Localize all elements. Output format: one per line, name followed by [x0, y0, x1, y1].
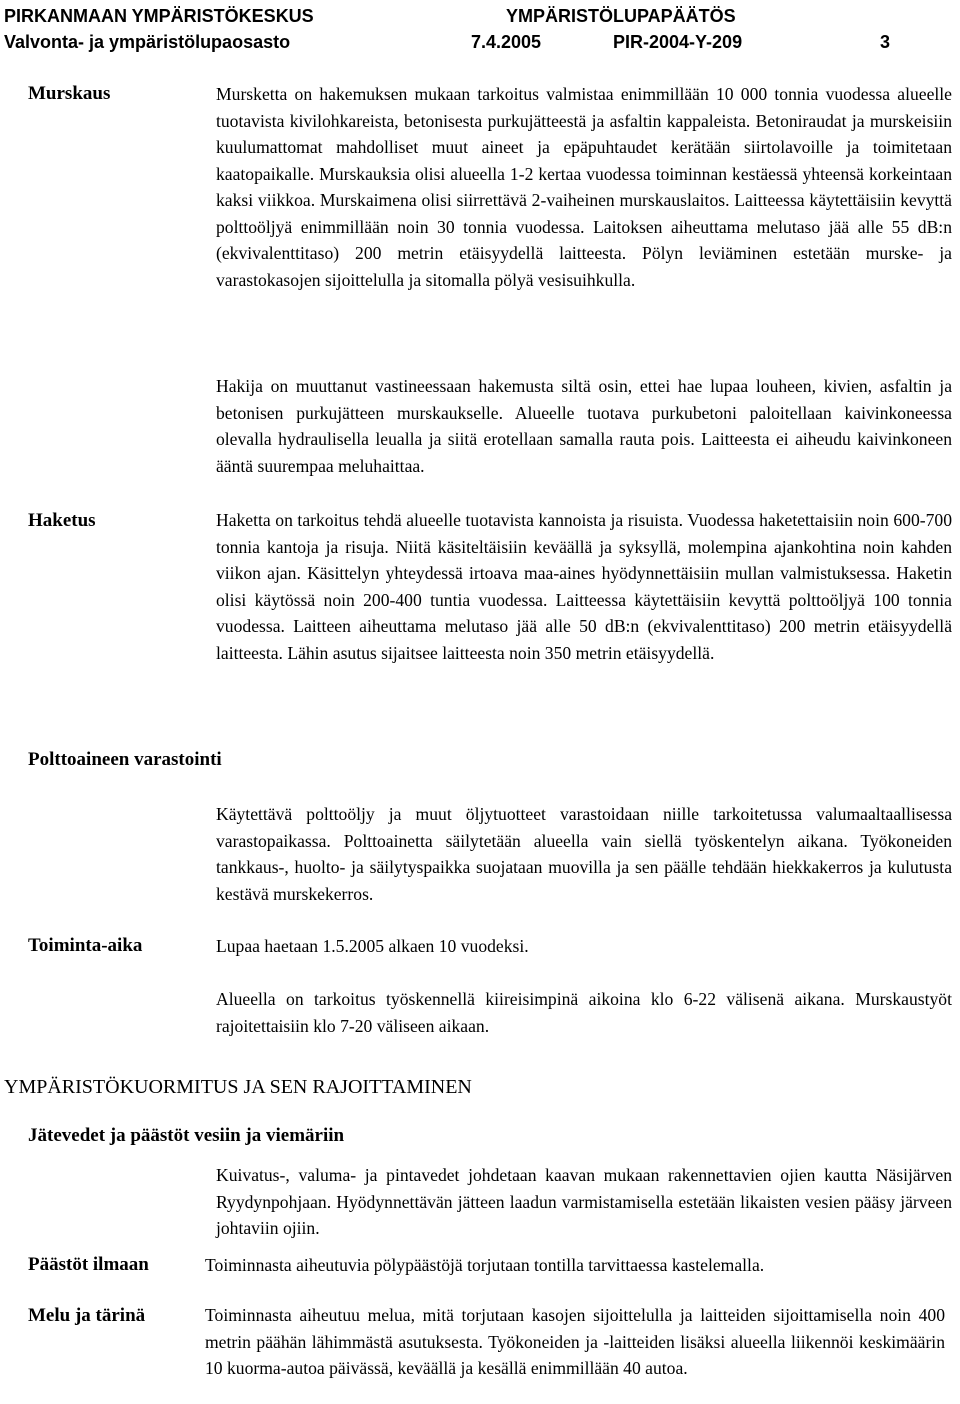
toiminta-aika-paragraph-1: Lupaa haetaan 1.5.2005 alkaen 10 vuodeksi. — [216, 936, 529, 956]
section-label-jatevedet: Jätevedet ja päästöt vesiin ja viemäriin — [28, 1125, 345, 1146]
murskaus-paragraph-1: Mursketta on hakemuksen mukaan tarkoitus valmistaa enimmillään 10 000 tonnia vuodessa alueelle tuotavista kivilohkareista, betonisesta purkujätteestä ja asfaltin kappaleista. Betoniraudat ja murskeisiin kuulumattomat mahdolliset muut aineet ja epäpuhtaudet kerätään siirtolavoille ja toimitetaan kaatopaikalle. Murskauksia olisi alueella 1-2 kertaa vuodessa toiminnan kestäessä yhteensä korkeintaan kaksi viikkoa. Murskaimena olisi siirrettävä 2-vaiheinen murskauslaitos. Laitteessa käytettäisiin kevyttä polttoöljyä enimmillään noin 30 tonnia vuodessa. Laitoksen aiheuttama melutaso jää alle 55 dB:n (ekvivalenttitaso) 200 metrin etäisyydellä laitteesta. Pölyn leviäminen estetään murske- ja varastokasojen sijoittelulla ja sitomalla pölyä vesisuihkulla. — [216, 84, 952, 290]
header-doc-type: YMPÄRISTÖLUPAPÄÄTÖS — [506, 6, 736, 26]
paastot-ilmaan-paragraph: Toiminnasta aiheutuvia pölypäästöjä torjutaan tontilla tarvittaessa kastelemalla. — [205, 1255, 765, 1275]
melu-paragraph: Toiminnasta aiheutuu melua, mitä torjutaan kasojen sijoittelulla ja laitteiden sijoittamisella noin 400 metrin päähän lähimmästä asutuksesta. Työkoneiden ja -laitteiden lisäksi alueella liikennöi keskimäärin 10 kuorma-autoa päivässä, keväällä ja kesällä enimmillään 40 autoa. — [205, 1305, 945, 1378]
main-heading: YMPÄRISTÖKUORMITUS JA SEN RAJOITTAMINEN — [4, 1076, 472, 1098]
section-label-toiminta-aika: Toiminta-aika — [28, 935, 143, 956]
jatevedet-paragraph: Kuivatus-, valuma- ja pintavedet johdetaan kaavan mukaan rakennettavien ojien kautta Näsijärven Ryydynpohjaan. Hyödynnettävän jätteen laadun varmistamisella estetään likaisten vesien pääsy järveen johtaviin ojiin. — [216, 1165, 952, 1238]
header-date: 7.4.2005 — [471, 32, 542, 52]
toiminta-aika-paragraph-2: Alueella on tarkoitus työskennellä kiireisimpinä aikoina klo 6-22 välisenä aikana. Murskaustyöt rajoitettaisiin klo 7-20 väliseen aikaan. — [216, 989, 952, 1036]
header-unit: Valvonta- ja ympäristölupaosasto — [4, 32, 291, 52]
header-page-number: 3 — [880, 32, 891, 52]
murskaus-paragraph-2: Hakija on muuttanut vastineessaan hakemusta siltä osin, ettei hae lupaa louheen, kivien, asfaltin ja betonisen purkujätteen murskaukselle. Alueelle tuotava purkubetoni paloitellaan kaivinkoneessa olevalla hydraulisella leualla ja siitä erotellaan samalla rauta pois. Laitteesta ei aiheudu kaivinkoneen ääntä suurempaa meluhaittaa. — [216, 376, 952, 476]
section-label-paastot-ilmaan: Päästöt ilmaan — [28, 1254, 149, 1275]
header-ref: PIR-2004-Y-209 — [613, 32, 743, 52]
section-label-melu: Melu ja tärinä — [28, 1305, 146, 1326]
section-label-polttoaine: Polttoaineen varastointi — [28, 749, 222, 770]
haketus-paragraph: Haketta on tarkoitus tehdä alueelle tuotavista kannoista ja risuista. Vuodessa haketettaisiin noin 600-700 tonnia kantoja ja risuja. Niitä käsiteltäisiin keväällä ja syksyllä, molempina ajankohtina noin kahden viikon ajan. Käsittelyn yhteydessä irtoava maa-aines hyödynnettäisiin mullan valmistuksessa. Haketin olisi käytössä noin 200-400 tuntia vuodessa. Laitteessa käytettäisiin kevyttä polttoöljyä 100 tonnia vuodessa. Laitteen aiheuttama melutaso jää alle 50 dB:n (ekvivalenttitaso) 200 metrin etäisyydellä laitteesta. Lähin asutus sijaitsee laitteesta noin 350 metrin etäisyydellä. — [216, 510, 952, 663]
header-org: PIRKANMAAN YMPÄRISTÖKESKUS — [4, 6, 314, 26]
section-label-murskaus: Murskaus — [28, 83, 111, 104]
section-label-haketus: Haketus — [28, 510, 96, 531]
polttoaine-paragraph: Käytettävä polttoöljy ja muut öljytuotteet varastoidaan niille tarkoitetussa valumaaltaallisessa varastopaikassa. Polttoainetta säilytetään alueella vain siellä työskentelyn aikana. Työkoneiden tankkaus-, huolto- ja säilytyspaikka suojataan muovilla ja sen päälle tehdään hiekkakerros ja kulutusta kestävä murskekerros. — [216, 804, 952, 904]
